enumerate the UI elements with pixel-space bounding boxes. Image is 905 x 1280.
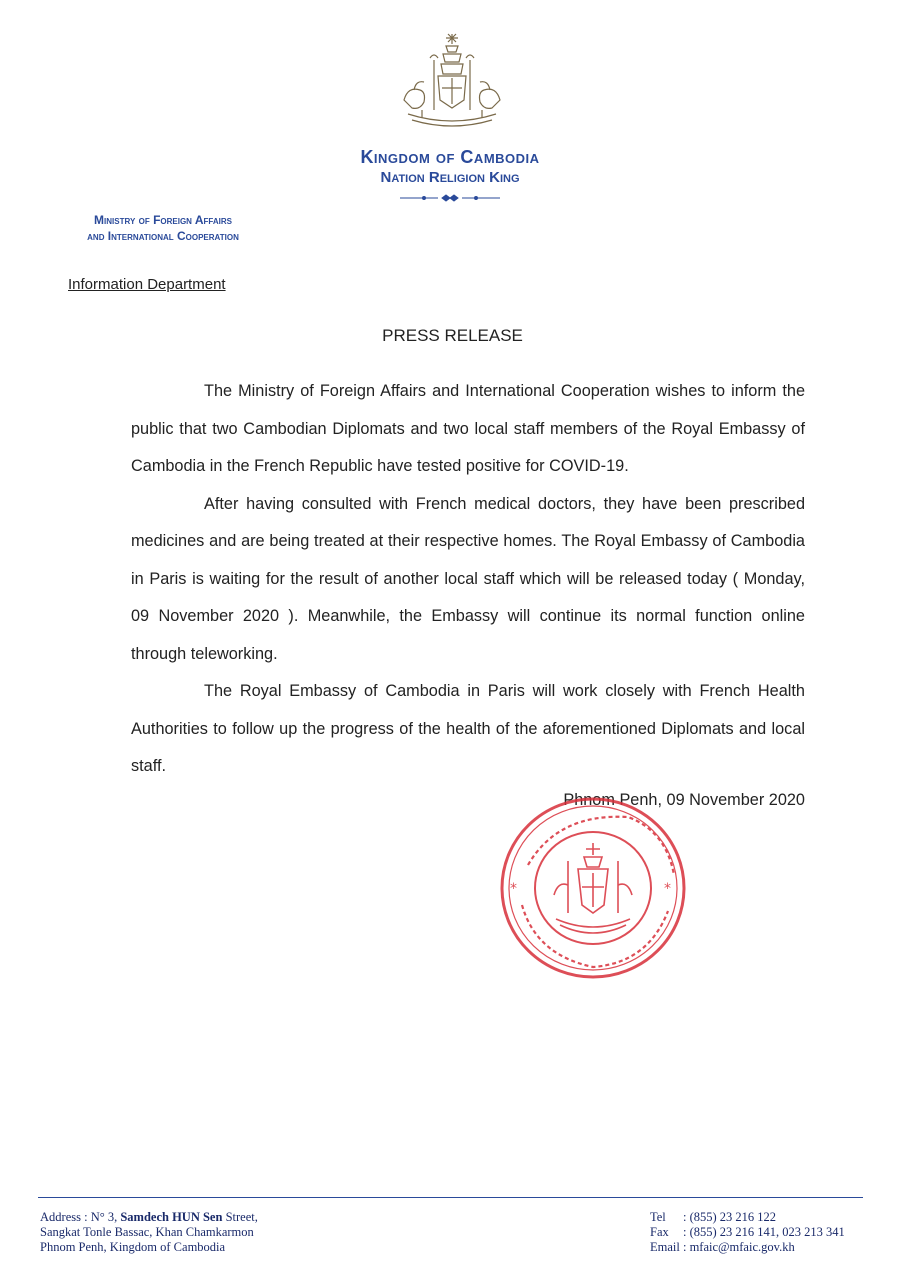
fax-label: Fax [650, 1225, 669, 1239]
national-motto: Nation Religion King [380, 169, 520, 186]
press-release-body [131, 373, 805, 786]
ornament-divider-icon [398, 193, 502, 203]
paragraph: After having consulted with French medical doctors, they have been prescribed medicines and are being treated at their respective homes. The Royal Embassy of Cambodia in Paris is waiting for the result of another local staff which will be released today ( Monday, 09 November 2020 ). Meanwhile, the Embassy will continue its normal function online through teleworking. [131, 494, 805, 663]
royal-coat-of-arms-icon [394, 30, 510, 134]
ministry-name-line2: and International Cooperation [87, 229, 239, 243]
address-suffix: Street, [222, 1210, 258, 1224]
footer-divider [38, 1197, 863, 1198]
email-value: : mfaic@mfaic.gov.kh [682, 1240, 795, 1254]
tel-value: : (855) 23 216 122 [683, 1210, 777, 1224]
ministry-name: Ministry of Foreign Affairs [94, 213, 232, 227]
tel-line [650, 1210, 845, 1225]
address-line: Phnom Penh, Kingdom of Cambodia [40, 1240, 226, 1254]
email-line [650, 1240, 845, 1255]
paragraph: The Royal Embassy of Cambodia in Paris will work closely with French Health Authorities to follow up the progress of the health of the aforementioned Diplomats and local staff. [131, 682, 805, 775]
department-label: Information Department [68, 276, 226, 293]
official-seal-icon [498, 795, 688, 981]
address-line: Sangkat Tonle Bassac, Khan Chamkarmon [40, 1225, 254, 1239]
tel-label: Tel [650, 1210, 666, 1224]
street-name: Samdech HUN Sen [120, 1210, 223, 1224]
svg-text:*: * [664, 881, 671, 897]
paragraph: The Ministry of Foreign Affairs and International Cooperation wishes to inform the public that two Cambodian Diplomats and two local staff members of the Royal Embassy of Cambodia in the French Republic have tested positive for COVID-19. [131, 382, 805, 475]
kingdom-heading: Kingdom of Cambodia [360, 147, 540, 167]
footer-contact [650, 1210, 845, 1255]
place-and-date: Phnom Penh, 09 November 2020 [563, 791, 805, 809]
fax-value: : (855) 23 216 141, 023 213 341 [683, 1225, 845, 1239]
email-label: Email [650, 1240, 680, 1254]
document-title: PRESS RELEASE [382, 326, 523, 345]
address-prefix: Address : N° 3, [40, 1210, 121, 1224]
svg-text:*: * [510, 881, 517, 897]
address-line [40, 1210, 258, 1225]
fax-line [650, 1225, 845, 1240]
footer-address [40, 1210, 258, 1255]
